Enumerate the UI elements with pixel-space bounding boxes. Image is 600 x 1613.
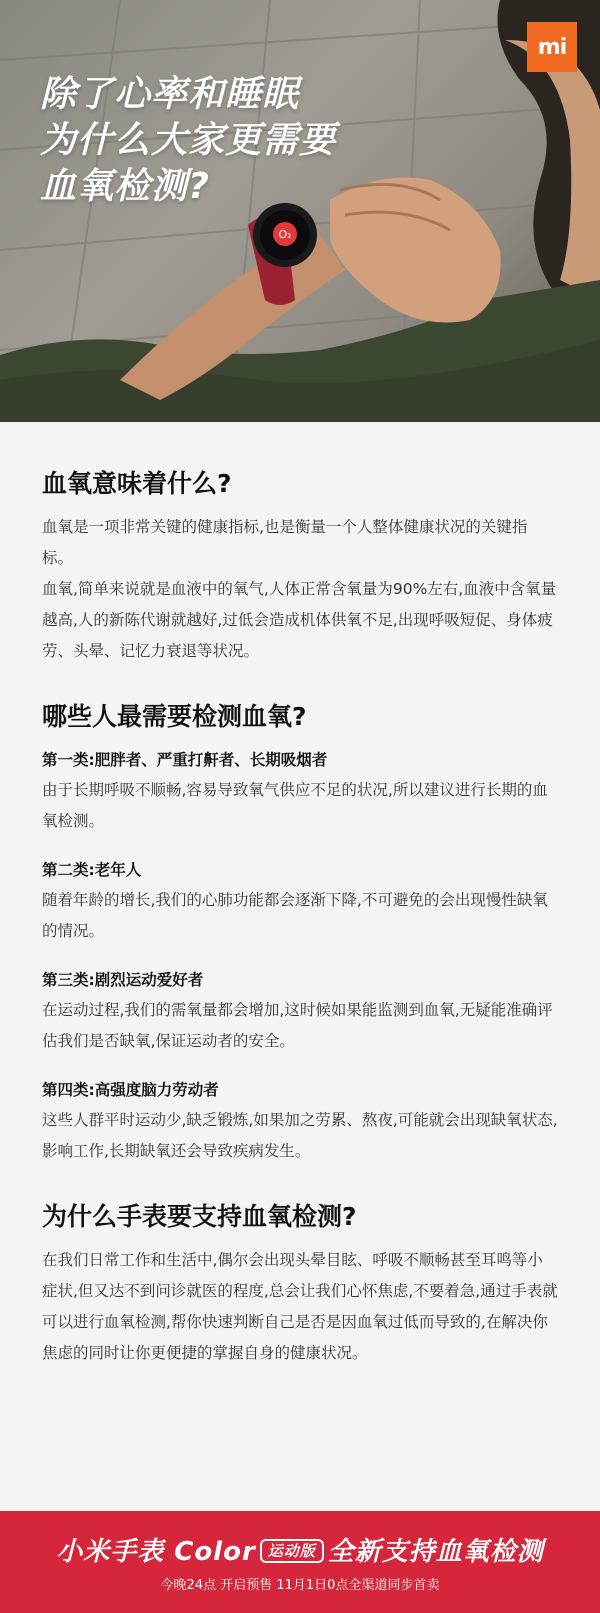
meaning-paragraph-1: 血氧是一项非常关键的健康指标,也是衡量一个人整体健康状况的关键指标。 — [42, 518, 528, 567]
hero-title-line-1: 除了心率和睡眠 — [40, 74, 300, 115]
hero-banner — [0, 0, 600, 422]
promo-footer — [0, 1511, 600, 1613]
footer-product-name: 小米手表 Color — [56, 1537, 256, 1567]
hero-photo — [0, 0, 600, 422]
hero-title — [40, 72, 336, 210]
hero-title-line-2: 为什么大家更需要 — [40, 120, 337, 161]
category-4-text: 这些人群平时运动少,缺乏锻炼,如果加之劳累、熬夜,可能就会出现缺氧状态,影响工作,长期缺氧还会导致疾病发生。 — [42, 1111, 558, 1160]
category-3-head: 第三类:剧烈运动爱好者 — [42, 971, 204, 989]
section-title-why: 为什么手表要支持血氧检测? — [42, 1202, 357, 1231]
category-3-text: 在运动过程,我们的需氧量都会增加,这时候如果能监测到血氧,无疑能准确评估我们是否缺氧,保证运动者的安全。 — [42, 1001, 553, 1050]
edition-badge: 运动版 — [260, 1539, 324, 1563]
category-2-head: 第二类:老年人 — [42, 861, 142, 879]
article-body — [0, 422, 600, 1369]
watch-screen-text: O₂ — [278, 228, 292, 241]
category-2-text: 随着年龄的增长,我们的心肺功能都会逐渐下降,不可避免的会出现慢性缺氧的情况。 — [42, 891, 548, 940]
footer-headline — [0, 1511, 600, 1569]
category-1-text: 由于长期呼吸不顺畅,容易导致氧气供应不足的状况,所以建议进行长期的血氧检测。 — [42, 781, 548, 830]
section-title-meaning: 血氧意味着什么? — [42, 469, 232, 498]
footer-feature: 全新支持血氧检测 — [327, 1537, 544, 1567]
category-4-head: 第四类:高强度脑力劳动者 — [42, 1081, 219, 1099]
section-title-who: 哪些人最需要检测血氧? — [42, 702, 307, 731]
why-paragraph: 在我们日常工作和生活中,偶尔会出现头晕目眩、呼吸不顺畅甚至耳鸣等小症状,但又达不到问诊就医的程度,总会让我们心怀焦虑,不要着急,通过手表就可以进行血氧检测,帮你快速判断自己是否是因血氧过低而导致的,在解决你焦虑的同时让你更便捷的掌握自身的健康状况。 — [42, 1251, 558, 1362]
meaning-paragraph-2: 血氧,简单来说就是血液中的氧气,人体正常含氧量为90%左右,血液中含氧量越高,人的新陈代谢就越好,过低会造成机体供氧不足,出现呼吸短促、身体疲劳、头晕、记忆力衰退等状况。 — [42, 580, 557, 660]
footer-subline: 今晚24点 开启预售 11月1日0点全渠道同步首卖 — [160, 1578, 440, 1593]
category-1-head: 第一类:肥胖者、严重打鼾者、长期吸烟者 — [42, 751, 328, 769]
hero-title-line-3: 血氧检测? — [40, 166, 210, 207]
mi-logo: mi — [527, 22, 577, 72]
